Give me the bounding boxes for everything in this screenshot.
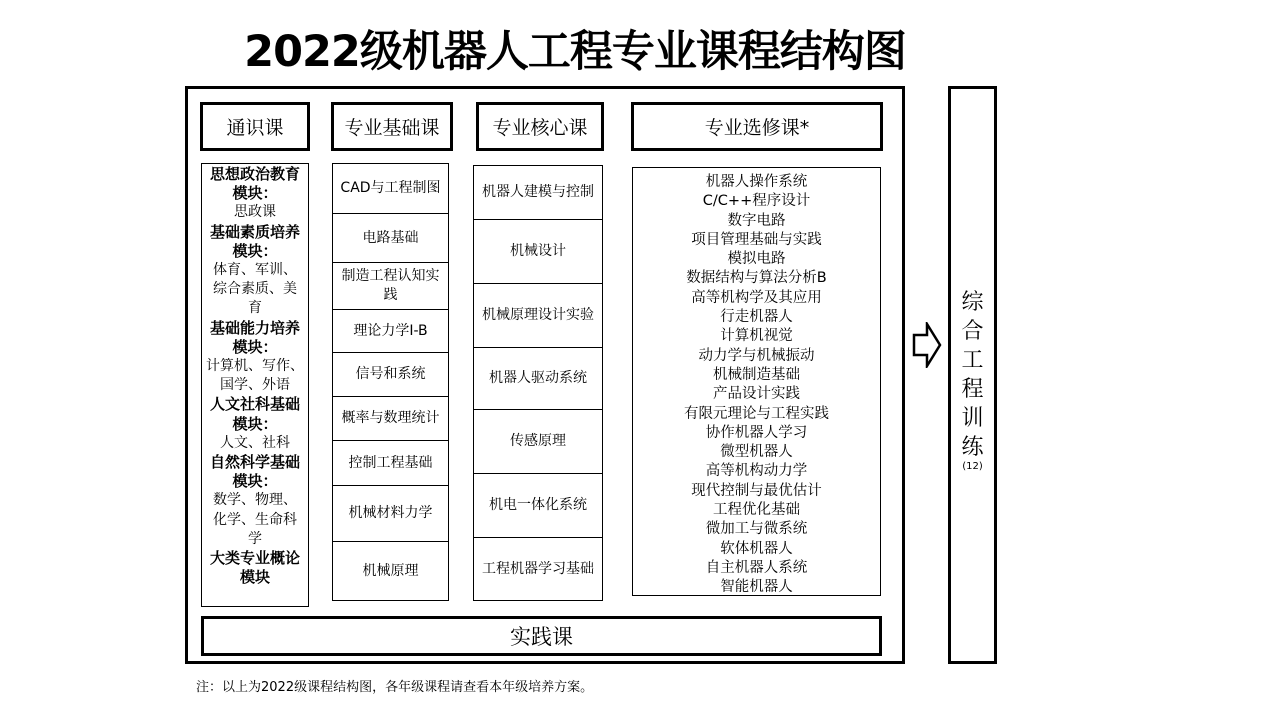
- general-module-title: 模块：: [232, 184, 278, 203]
- general-courses-box: [201, 163, 309, 607]
- elective-course-item: 数据结构与算法分析B: [686, 270, 827, 287]
- header-basic: 专业基础课: [331, 102, 453, 151]
- core-courses-box: [473, 165, 603, 601]
- general-module-title: 模块：: [232, 241, 278, 260]
- elective-course-item: 产品设计实践: [713, 386, 800, 403]
- elective-course-item: 协作机器人学习: [705, 424, 808, 441]
- basic-course-cell: 电路基础: [333, 214, 448, 263]
- elective-course-item: 高等机构学及其应用: [691, 289, 822, 306]
- elective-course-item: 智能机器人: [720, 579, 793, 596]
- elective-course-item: 机械制造基础: [713, 366, 800, 383]
- elective-course-item: 微加工与微系统: [705, 521, 808, 538]
- general-module-content: 综合素质、美: [213, 281, 297, 298]
- basic-course-cell: 信号和系统: [333, 353, 448, 397]
- elective-course-item: 数字电路: [727, 212, 786, 229]
- basic-course-cell: CAD与工程制图: [333, 164, 448, 214]
- elective-course-item: 项目管理基础与实践: [691, 231, 822, 248]
- general-module-content: 数学、物理、: [213, 492, 297, 509]
- elective-course-item: 微型机器人: [720, 444, 793, 461]
- elective-course-item: 动力学与机械振动: [698, 347, 815, 364]
- general-module-title: 基础能力培养: [209, 318, 300, 337]
- elective-course-item: 行走机器人: [720, 309, 793, 326]
- practice-course-box: 实践课: [201, 616, 882, 656]
- elective-course-item: 机器人操作系统: [705, 174, 808, 190]
- elective-course-item: 工程优化基础: [713, 502, 800, 519]
- elective-course-item: 现代控制与最优估计: [691, 482, 822, 499]
- basic-courses-box: [332, 163, 449, 601]
- general-module-title: 人文社科基础: [209, 395, 300, 414]
- header-core: 专业核心课: [476, 102, 604, 151]
- elective-course-item: C/C++程序设计: [702, 193, 811, 210]
- general-module-title: 模块：: [232, 337, 278, 356]
- core-course-cell: 机器人建模与控制: [474, 166, 602, 220]
- core-course-cell: 工程机器学习基础: [482, 560, 594, 577]
- core-course-cell: 传感原理: [474, 410, 602, 474]
- general-module-title: 模块：: [232, 414, 278, 433]
- elective-course-item: 计算机视觉: [720, 328, 793, 345]
- footnote: 注：以上为2022级课程结构图，各年级课程请查看本年级培养方案。: [196, 680, 594, 695]
- general-module-content: 育: [248, 300, 262, 317]
- elective-course-item: 自主机器人系统: [705, 559, 808, 576]
- core-course-cell: 机电一体化系统: [474, 474, 602, 538]
- general-module-title: 大类专业概论: [209, 549, 300, 568]
- general-module-content: 计算机、写作、: [206, 358, 304, 375]
- engineering-training-label: 综合工程训练: [961, 290, 984, 460]
- general-module-content: 人文、社科: [220, 434, 290, 451]
- general-module-title: 基础素质培养: [209, 222, 300, 241]
- basic-course-cell: 概率与数理统计: [333, 397, 448, 441]
- basic-course-cell: 机械原理: [362, 562, 419, 579]
- general-module-title: 思想政治教育: [209, 165, 300, 183]
- basic-course-cell: 制造工程认知实践: [333, 263, 448, 310]
- core-course-cell: 机器人驱动系统: [474, 348, 602, 410]
- engineering-training-credit: (12): [962, 461, 983, 472]
- core-course-cell: 机械设计: [474, 220, 602, 284]
- elective-course-item: 软体机器人: [720, 540, 793, 557]
- elective-course-item: 高等机构动力学: [705, 463, 808, 480]
- elective-courses-box: [632, 167, 881, 596]
- basic-course-cell: 机械材料力学: [333, 486, 448, 542]
- general-module-content: 化学、生命科: [213, 511, 297, 528]
- general-module-content: 体育、军训、: [213, 262, 297, 279]
- general-module-content: 思政课: [234, 204, 276, 221]
- right-arrow-icon: [912, 322, 942, 368]
- elective-course-item: 模拟电路: [727, 251, 786, 268]
- basic-course-cell: 理论力学I-B: [333, 310, 448, 353]
- engineering-training-box: [948, 86, 997, 664]
- core-course-cell: 机械原理设计实验: [474, 284, 602, 348]
- elective-course-item: 有限元理论与工程实践: [684, 405, 829, 422]
- general-module-content: 国学、外语: [220, 377, 290, 394]
- basic-course-cell: 控制工程基础: [333, 441, 448, 486]
- header-general: 通识课: [200, 102, 310, 151]
- general-module-title: 自然科学基础: [209, 453, 300, 472]
- general-module-title: 模块：: [232, 472, 278, 491]
- general-module-content: 学: [248, 530, 262, 547]
- header-elective: 专业选修课*: [631, 102, 883, 151]
- general-module-title: 模块: [239, 568, 270, 587]
- page-title: 2022级机器人工程专业课程结构图: [244, 27, 906, 77]
